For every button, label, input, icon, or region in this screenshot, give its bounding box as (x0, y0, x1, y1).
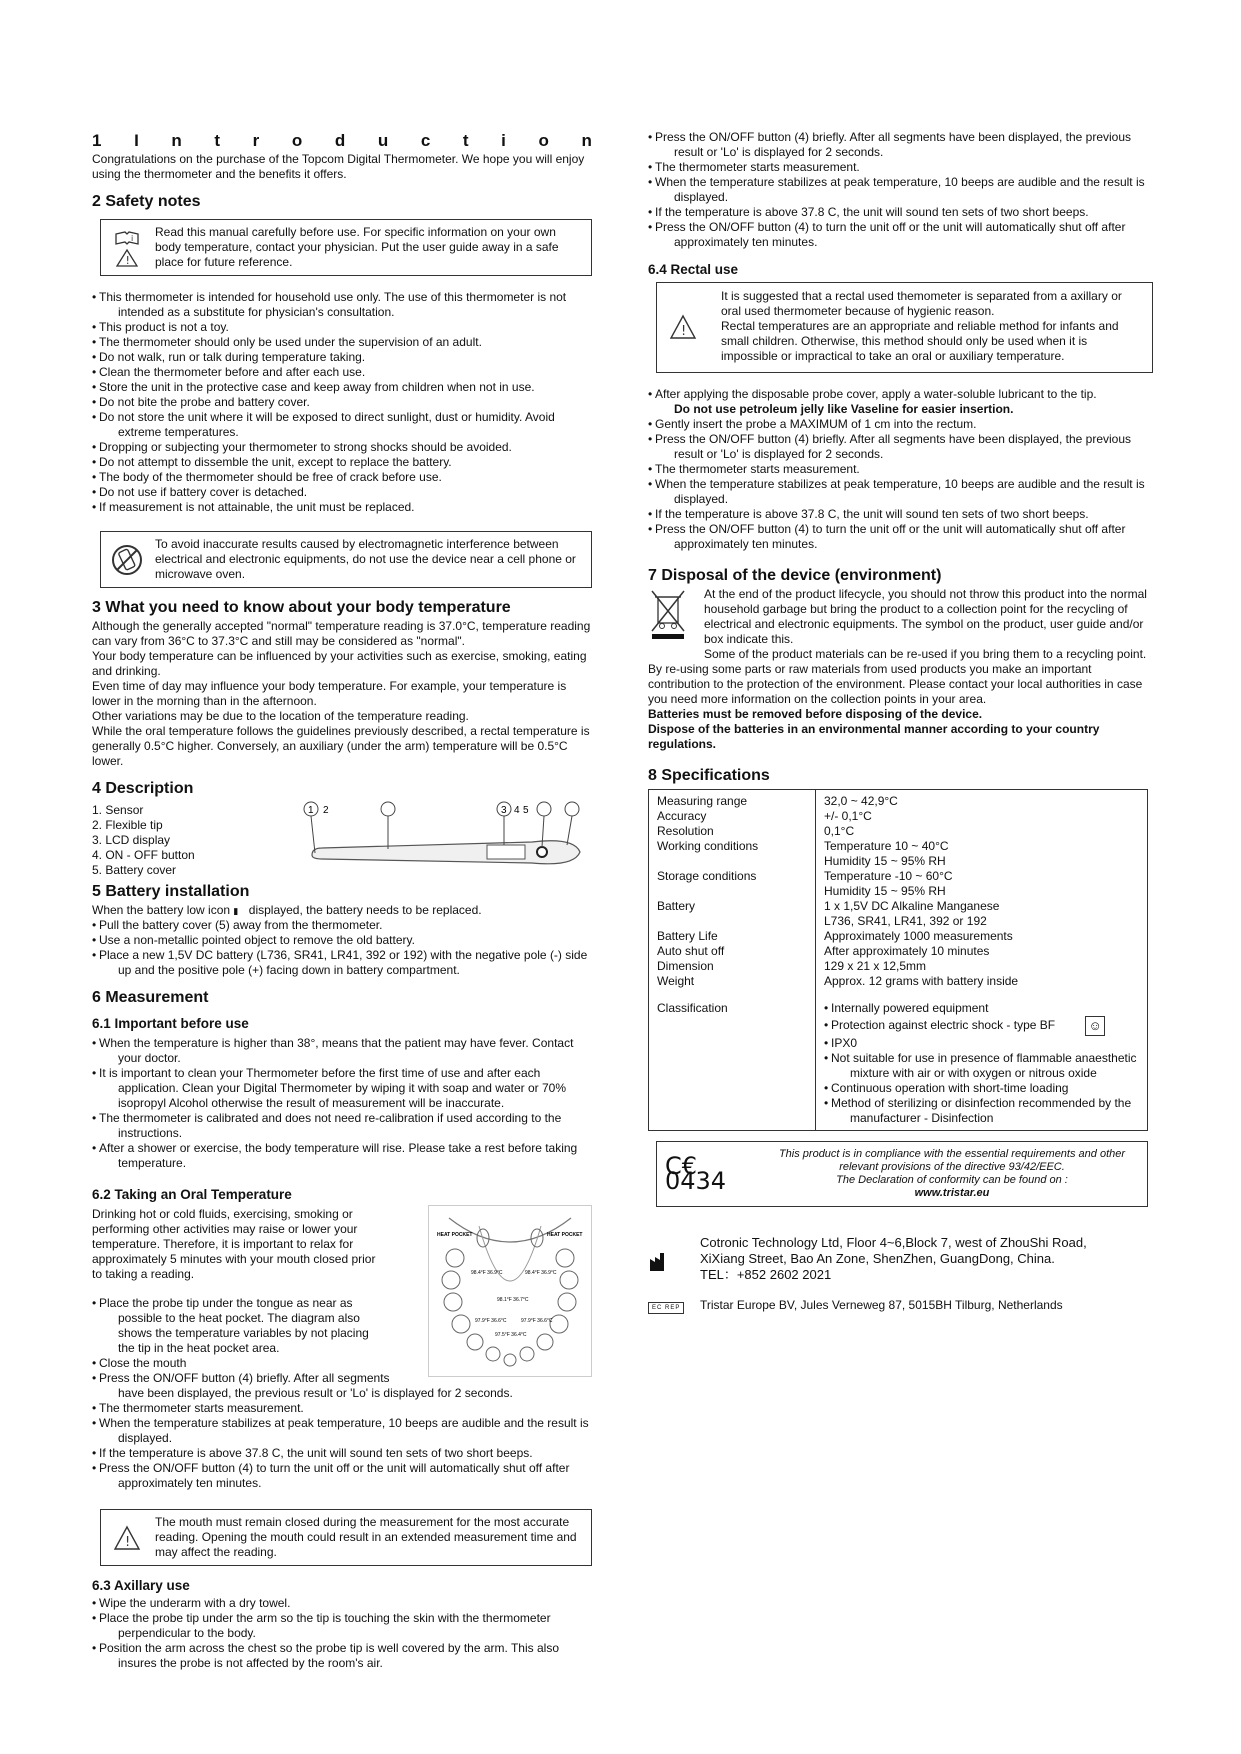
list-item: • If the temperature is above 37.8 C, the unit will sound ten sets of two short beeps. (648, 507, 1153, 522)
list-item: • Pull the battery cover (5) away from the thermometer. (92, 918, 592, 933)
axillary-continued-list (648, 130, 1153, 250)
callout-5: 5 (523, 805, 529, 816)
rectal-list (648, 417, 1153, 552)
table-row (649, 839, 1148, 869)
emi-note-box (100, 531, 592, 588)
list-item: • Press the ON/OFF button (4) to turn the unit off or the unit will automatically shut off after approximately ten minutes. (92, 1461, 592, 1491)
list-item: • The thermometer should only be used under the supervision of an adult. (92, 335, 592, 350)
important-list (92, 1036, 592, 1171)
list-item: • Press the ON/OFF button (4) to turn the unit off or the unit will automatically shut off after approximately ten minutes. (648, 522, 1153, 552)
callout-2: 2 (323, 805, 329, 816)
list-item: • When the temperature is higher than 38°, means that the patient may have fever. Contact your doctor. (92, 1036, 592, 1066)
list-item: • Place the probe tip under the tongue as near as possible to the heat pocket. The diagram also shows the temperature variables by not placing the tip in the heat pocket area. (92, 1296, 382, 1356)
list-item: 4. ON - OFF button (92, 848, 195, 862)
disposal-bold-1: Batteries must be removed before disposing of the device. (648, 707, 983, 721)
list-item: • Press the ON/OFF button (4) briefly. After all segments have been displayed, the previous result or 'Lo' is displayed for 2 seconds. (92, 1371, 592, 1401)
description-heading: 4 Description (92, 780, 194, 797)
axillary-list (92, 1596, 592, 1671)
list-item: • Internally powered equipment (824, 1001, 1139, 1016)
callout-4: 4 (514, 805, 520, 816)
list-item: • Do not use if battery cover is detached. (92, 485, 592, 500)
table-row (649, 899, 1148, 929)
disposal-text-2: Some of the product materials can be re-used if you bring them to a recycling point. By re-using some parts or raw materials from used products you make an important contribution to the protection of the environment. Please contact your local authorities in case you need more information on the collection points in your area. (648, 647, 1147, 706)
callout-3: 3 (501, 805, 507, 816)
list-item: • This product is not a toy. (92, 320, 592, 335)
compliance-url: www.tristar.eu (914, 1187, 990, 1199)
rectal-note-text: It is suggested that a rectal used themometer is separated from a axillary or oral used thermometer because of hygienic reason. Rectal temperatures are an appropriate and reliable method for infants and small children. Otherwise, this method should only be used when it is impossible or impractical to take an oral or auxiliary temperature. (721, 289, 1122, 363)
svg-text:98.1°F 36.7°C: 98.1°F 36.7°C (497, 1297, 529, 1303)
compliance-text: This product is in compliance with the essential requirements and other relevant provisions of the directive 93/42/EEC. The Declaration of conformity can be found on : www.tristar.eu (765, 1148, 1139, 1200)
list-item: 5. Battery cover (92, 863, 177, 877)
body-temp-paragraph: Although the generally accepted "normal" temperature reading is 37.0°C, temperature reading can vary from 36°C to 37.3°C and still may be considered as "normal". (92, 619, 591, 648)
list-item: • When the temperature stabilizes at peak temperature, 10 beeps are audible and the result is displayed. (92, 1416, 592, 1446)
body-temp-paragraph: Even time of day may influence your body temperature. For example, your temperature is lower in the morning than in the afternoon. (92, 679, 567, 708)
weee-bin-icon (648, 587, 704, 647)
list-item: • Press the ON/OFF button (4) briefly. After all segments have been displayed, the previous result or 'Lo' is displayed for 2 seconds. (648, 130, 1153, 160)
svg-text:!: ! (125, 253, 130, 267)
manufacturer-icon (648, 1235, 700, 1283)
list-item: • Clean the thermometer before and after each use. (92, 365, 592, 380)
svg-text:!: ! (681, 323, 687, 339)
intro-text: Congratulations on the purchase of the Topcom Digital Thermometer. We hope you will enjoy using the thermometer and the benefits it offers. (92, 152, 585, 181)
book-info-icon (109, 228, 145, 268)
list-item: • If the temperature is above 37.8 C, the unit will sound ten sets of two short beeps. (92, 1446, 592, 1461)
body-temp-paragraph: While the oral temperature follows the guidelines previously described, a rectal temperature is generally 0.5°C higher. Conversely, an auxiliary (under the arm) temperature will be 0.5°C lower. (92, 724, 590, 768)
list-item: • Place the probe tip under the arm so the tip is touching the skin with the thermometer perpendicular to the body. (92, 1611, 592, 1641)
type-bf-icon: ☺ (1085, 1016, 1105, 1036)
rectal-warning: Do not use petroleum jelly like Vaseline for easier insertion. (674, 402, 1014, 416)
ec-rep-block: EC REP Tristar Europe BV, Jules Verneweg 87, 5015BH Tilburg, Netherlands (648, 1297, 1153, 1314)
list-item: • Do not store the unit where it will be exposed to direct sunlight, dust or humidity. Avoid extreme temperatures. (92, 410, 592, 440)
body-temp-paragraph: Your body temperature can be influenced by your activities such as exercise, smoking, eating and drinking. (92, 649, 587, 678)
thermometer-diagram (282, 797, 592, 875)
list-item: 1. Sensor (92, 803, 144, 817)
disposal-bold-2: Dispose of the batteries in an environmental manner according to your country regulations. (648, 722, 1100, 751)
intro-heading: 1 I n t r o d u c t i o n (92, 131, 592, 150)
list-item: • Close the mouth (92, 1356, 592, 1371)
spec-label: Classification (649, 1001, 816, 1131)
list-item: • Do not attempt to dissemble the unit, except to replace the battery. (92, 455, 592, 470)
spec-value: Approx. 12 grams with battery inside (824, 974, 1019, 988)
oral-heat-pocket-diagram (428, 1205, 592, 1377)
svg-text:97.9°F 36.6°C: 97.9°F 36.6°C (521, 1318, 553, 1324)
left-column (92, 130, 592, 1671)
disposal-heading: 7 Disposal of the device (environment) (648, 567, 942, 584)
mouth-note-box (100, 1509, 592, 1566)
spec-value: 32,0 ~ 42,9°C (824, 794, 898, 808)
spec-value: Temperature -10 ~ 60°C Humidity 15 ~ 95% RH (824, 869, 953, 898)
axillary-heading: 6.3 Axillary use (92, 1578, 190, 1593)
oral-intro: Drinking hot or cold fluids, exercising, smoking or performing other activities may raise or lower your temperature. Therefore, it is important to relax for approximately 5 minutes with your mouth closed prior to taking a reading. (92, 1207, 376, 1281)
spec-label: Battery Life (649, 929, 816, 944)
specs-heading: 8 Specifications (648, 767, 770, 784)
svg-text:97.5°F 36.4°C: 97.5°F 36.4°C (495, 1332, 527, 1338)
list-item: • IPX0 (824, 1036, 1139, 1051)
list-item: • Do not bite the probe and battery cover. (92, 395, 592, 410)
list-item: • Press the ON/OFF button (4) briefly. After all segments have been displayed, the previous result or 'Lo' is displayed for 2 seconds. (648, 432, 1153, 462)
description-list (92, 803, 282, 878)
list-item: • After a shower or exercise, the body temperature will rise. Please take a rest before taking temperature. (92, 1141, 592, 1171)
list-item: • Continuous operation with short-time loading (824, 1081, 1139, 1096)
table-row (649, 959, 1148, 974)
spec-value: 0,1°C (824, 824, 855, 838)
list-item: • Dropping or subjecting your thermometer to strong shocks should be avoided. (92, 440, 592, 455)
spec-value: 1 x 1,5V DC Alkaline Manganese L736, SR41, LR41, 392 or 192 (824, 899, 1000, 928)
spec-label: Accuracy (649, 809, 816, 824)
manual-note-text: Read this manual carefully before use. For specific information on your own body temperature, contact your physician. Put the user guide away in a safe place for future reference. (155, 225, 559, 269)
body-temp-paragraph: Other variations may be due to the location of the temperature reading. (92, 709, 469, 723)
list-item: • Protection against electric shock - type BF ☺ (824, 1016, 1139, 1036)
spec-label: Weight (649, 974, 816, 989)
list-item: • It is important to clean your Thermometer before the first time of use and after each application. Clean your Digital Thermometer by wiping it with soap and water or 70% isopropyl Alcohol otherwise the result of measurement will be inaccurate. (92, 1066, 592, 1111)
list-item: • Gently insert the probe a MAXIMUM of 1 cm into the rectum. (648, 417, 1153, 432)
spec-value: +/- 0,1°C (824, 809, 872, 823)
list-item: • Position the arm across the chest so the probe tip is well covered by the arm. This also insures the probe is not affected by the room's air. (92, 1641, 592, 1671)
disposal-block (648, 587, 1153, 647)
battery-heading: 5 Battery installation (92, 883, 250, 900)
rectal-first-list (648, 387, 1153, 402)
svg-text:i: i (131, 233, 134, 243)
table-row (649, 824, 1148, 839)
list-item: • Place a new 1,5V DC battery (L736, SR41, LR41, 392 or 192) with the negative pole (-) side up and the positive pole (+) facing down in battery compartment. (92, 948, 592, 978)
safety-heading: 2 Safety notes (92, 193, 201, 210)
table-row (649, 1001, 1148, 1131)
rectal-heading: 6.4 Rectal use (648, 262, 739, 277)
manual-note-box (100, 219, 592, 276)
warning-icon (109, 1525, 145, 1551)
battery-low-icon: ▮ (233, 906, 239, 916)
spec-value: After approximately 10 minutes (824, 944, 990, 958)
battery-list (92, 918, 592, 978)
list-item: • The body of the thermometer should be free of crack before use. (92, 470, 592, 485)
manufacturer-block: Cotronic Technology Ltd, Floor 4~6,Block 7, west of ZhouShi Road, XiXiang Street, Bao An Zone, ShenZhen, GuangDong, China. TEL：+852 2602 2021 (648, 1235, 1153, 1283)
list-item: • Store the unit in the protective case and keep away from children when not in use. (92, 380, 592, 395)
svg-text:HEAT POCKET: HEAT POCKET (437, 1232, 473, 1238)
right-column (648, 130, 1153, 1314)
list-item: • After applying the disposable probe cover, apply a water-soluble lubricant to the tip. (648, 387, 1153, 402)
classification-list (824, 1001, 1139, 1126)
description-block (92, 803, 592, 878)
table-row (649, 809, 1148, 824)
list-item: • The thermometer starts measurement. (648, 462, 1153, 477)
list-item: • The thermometer starts measurement. (648, 160, 1153, 175)
list-item: • Use a non-metallic pointed object to remove the old battery. (92, 933, 592, 948)
list-item: • Method of sterilizing or disinfection recommended by the manufacturer - Disinfection (824, 1096, 1139, 1126)
list-item: • When the temperature stabilizes at peak temperature, 10 beeps are audible and the result is displayed. (648, 477, 1153, 507)
battery-intro: When the battery low icon ▮ displayed, the battery needs to be replaced. (92, 903, 482, 917)
svg-text:98.4°F 36.9°C: 98.4°F 36.9°C (525, 1270, 557, 1276)
rectal-note-box (656, 282, 1153, 373)
list-item: • This thermometer is intended for household use only. The use of this thermometer is not intended as a substitute for physician's consultation. (92, 290, 592, 320)
list-item: • The thermometer is calibrated and does not need re-calibration if used according to the instructions. (92, 1111, 592, 1141)
spec-label: Working conditions (649, 839, 816, 869)
svg-text:98.4°F 36.9°C: 98.4°F 36.9°C (471, 1270, 503, 1276)
no-phone-icon (109, 543, 145, 577)
measurement-heading: 6 Measurement (92, 989, 209, 1006)
list-item: • If measurement is not attainable, the unit must be replaced. (92, 500, 592, 515)
spec-label: Auto shut off (649, 944, 816, 959)
list-item: • Press the ON/OFF button (4) to turn the unit off or the unit will automatically shut off after approximately ten minutes. (648, 220, 1153, 250)
svg-text:97.9°F 36.6°C: 97.9°F 36.6°C (475, 1318, 507, 1324)
list-item: • If the temperature is above 37.8 C, the unit will sound ten sets of two short beeps. (648, 205, 1153, 220)
list-item: • Do not walk, run or talk during temperature taking. (92, 350, 592, 365)
table-row (649, 944, 1148, 959)
table-row (649, 869, 1148, 899)
svg-text:HEAT POCKET: HEAT POCKET (547, 1232, 583, 1238)
spec-value: Approximately 1000 measurements (824, 929, 1013, 943)
spec-label: Measuring range (649, 790, 816, 810)
list-item: • When the temperature stabilizes at peak temperature, 10 beeps are audible and the result is displayed. (648, 175, 1153, 205)
oral-heading: 6.2 Taking an Oral Temperature (92, 1187, 292, 1202)
list-item: 3. LCD display (92, 833, 171, 847)
warning-icon (665, 314, 701, 340)
spec-label: Dimension (649, 959, 816, 974)
list-item: • Not suitable for use in presence of flammable anaesthetic mixture with air or with oxygen or nitrous oxide (824, 1051, 1139, 1081)
specifications-table (648, 789, 1148, 1131)
spec-value: Temperature 10 ~ 40°C Humidity 15 ~ 95% RH (824, 839, 949, 868)
list-item: • Wipe the underarm with a dry towel. (92, 1596, 592, 1611)
table-row (649, 929, 1148, 944)
mouth-note-text: The mouth must remain closed during the measurement for the most accurate reading. Opening the mouth could result in an extended measurement time and may affect the reading. (155, 1515, 577, 1559)
list-item: 2. Flexible tip (92, 818, 163, 832)
body-temp-heading: 3 What you need to know about your body temperature (92, 599, 511, 616)
svg-text:!: ! (125, 1534, 131, 1550)
important-heading: 6.1 Important before use (92, 1016, 249, 1031)
spec-label: Storage conditions (649, 869, 816, 899)
table-row (649, 790, 1148, 810)
spec-label: Battery (649, 899, 816, 929)
compliance-box (656, 1141, 1148, 1207)
spec-label: Resolution (649, 824, 816, 839)
ec-rep-icon: EC REP (648, 1297, 700, 1314)
list-item: • The thermometer starts measurement. (92, 1401, 592, 1416)
table-row (649, 974, 1148, 989)
emi-note-text: To avoid inaccurate results caused by electromagnetic interference between electrical and electronic equipments, do not use the device near a cell phone or microwave oven. (155, 537, 576, 581)
safety-list (92, 290, 592, 515)
ce-mark: C€ 0434 (665, 1152, 727, 1195)
disposal-text-1: At the end of the product lifecycle, you should not throw this product into the normal household garbage but bring the product to a collection point for the recycling of electrical and electronic equipments. The symbol on the product, user guide and/or box indicate this. (704, 587, 1147, 646)
spec-value: 129 x 21 x 12,5mm (824, 959, 927, 973)
callout-1: 1 (308, 805, 314, 816)
